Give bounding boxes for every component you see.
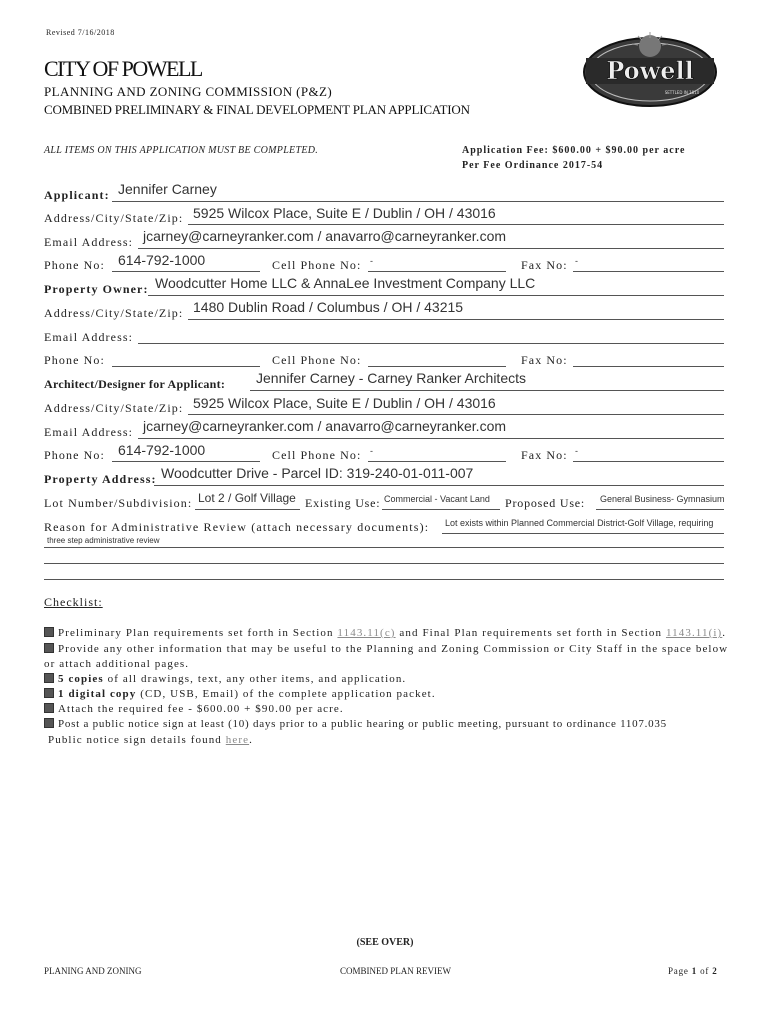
reason-line-1	[442, 533, 724, 534]
proposed-use-label: Proposed Use:	[505, 496, 586, 510]
checklist-item-2: Provide any other information that may be useful to the Planning and Zoning Commission or City Staff in the space below or attach additional pages.	[44, 643, 729, 670]
section-1143-11i-link[interactable]: 1143.11(i)	[665, 627, 723, 639]
architect-phone-label: Phone No:	[44, 448, 105, 462]
architect-address-line	[188, 414, 724, 415]
owner-address-label: Address/City/State/Zip:	[44, 306, 184, 320]
applicant-phone-field[interactable]: 614-792-1000	[118, 252, 206, 268]
section-1143-11c-link[interactable]: 1143.11(c)	[337, 627, 396, 639]
powell-logo	[580, 30, 720, 110]
checklist-item-6: Post a public notice sign at least (10) days prior to a public hearing or public meeting, pursuant to ordinance 1107.035	[44, 717, 667, 732]
checklist-item-5: Attach the required fee - $600.00 + $90.00 per acre.	[44, 702, 344, 717]
architect-email-label: Email Address:	[44, 425, 134, 439]
applicant-fax-field[interactable]: -	[575, 256, 578, 266]
reason-label: Reason for Administrative Review (attach necessary documents):	[44, 520, 430, 534]
checklist-heading: Checklist:	[44, 595, 103, 609]
architect-cell-line	[368, 461, 506, 462]
footer-left: PLANING AND ZONING	[44, 966, 142, 976]
architect-fax-field[interactable]: -	[575, 446, 578, 456]
applicant-cell-line	[368, 271, 506, 272]
applicant-email-label: Email Address:	[44, 235, 134, 249]
owner-email-line	[138, 343, 724, 344]
applicant-cell-label: Cell Phone No:	[272, 258, 362, 272]
checkbox-icon[interactable]	[44, 627, 54, 637]
architect-address-label: Address/City/State/Zip:	[44, 401, 184, 415]
see-over: (SEE OVER)	[356, 937, 414, 948]
architect-email-line	[138, 438, 724, 439]
checklist-item-6-cont: Public notice sign details found here.	[48, 734, 253, 746]
architect-phone-line	[112, 461, 260, 462]
owner-phone-line	[112, 366, 260, 367]
reason-line-4	[44, 579, 724, 580]
architect-label: Architect/Designer for Applicant:	[44, 377, 226, 391]
owner-name-field[interactable]: Woodcutter Home LLC & AnnaLee Investment Company LLC	[155, 275, 536, 291]
public-notice-sign-link[interactable]: here	[225, 734, 250, 746]
applicant-fax-label: Fax No:	[521, 258, 568, 272]
architect-address-field[interactable]: 5925 Wilcox Place, Suite E / Dublin / OH / 43016	[193, 395, 496, 411]
applicant-email-line	[138, 248, 724, 249]
reason-field-line-2[interactable]: three step administrative review	[47, 536, 160, 545]
architect-name-field[interactable]: Jennifer Carney - Carney Ranker Architects	[256, 370, 526, 386]
form-title: COMBINED PRELIMINARY & FINAL DEVELOPMENT PLAN APPLICATION	[44, 102, 470, 117]
applicant-address-field[interactable]: 5925 Wilcox Place, Suite E / Dublin / OH / 43016	[193, 205, 496, 221]
applicant-line	[112, 201, 724, 202]
svg-text:Powell: Powell	[606, 56, 694, 85]
architect-cell-field[interactable]: -	[370, 446, 373, 456]
architect-cell-label: Cell Phone No:	[272, 448, 362, 462]
footer-center: COMBINED PLAN REVIEW	[340, 966, 451, 976]
architect-fax-line	[573, 461, 724, 462]
applicant-label: Applicant:	[44, 188, 110, 202]
checkbox-icon[interactable]	[44, 688, 54, 698]
reason-line-2	[44, 547, 724, 548]
checkbox-icon[interactable]	[44, 673, 54, 683]
property-address-line	[154, 485, 724, 486]
property-address-label: Property Address:	[44, 472, 157, 486]
commission-title: PLANNING AND ZONING COMMISSION (P&Z)	[44, 84, 333, 99]
owner-fax-line	[573, 366, 724, 367]
fee-ordinance: Per Fee Ordinance 2017-54	[462, 160, 604, 171]
applicant-address-line	[188, 224, 724, 225]
svg-text:SETTLED IN 1810: SETTLED IN 1810	[664, 90, 700, 95]
architect-phone-field[interactable]: 614-792-1000	[118, 442, 206, 458]
applicant-email-field[interactable]: jcarney@carneyranker.com / anavarro@carneyranker.com	[143, 228, 507, 244]
checklist-item-1: Preliminary Plan requirements set forth in Section 1143.11(c) and Final Plan requirements set forth in Section 1143.11(i).	[44, 626, 726, 641]
proposed-use-field[interactable]: General Business- Gymnasium	[600, 494, 725, 504]
property-address-field[interactable]: Woodcutter Drive - Parcel ID: 319-240-01-011-007	[161, 465, 474, 481]
applicant-address-label: Address/City/State/Zip:	[44, 211, 184, 225]
owner-cell-line	[368, 366, 506, 367]
checklist-item-3: 5 copies of all drawings, text, any other items, and application.	[44, 672, 406, 687]
applicant-phone-label: Phone No:	[44, 258, 105, 272]
owner-phone-label: Phone No:	[44, 353, 105, 367]
lot-line	[195, 509, 300, 510]
lot-field[interactable]: Lot 2 / Golf Village	[198, 491, 296, 505]
architect-fax-label: Fax No:	[521, 448, 568, 462]
page-number: Page 1 of 2	[668, 966, 718, 976]
applicant-name-field[interactable]: Jennifer Carney	[118, 181, 217, 197]
existing-use-field[interactable]: Commercial - Vacant Land	[384, 494, 490, 504]
lot-label: Lot Number/Subdivision:	[44, 496, 193, 510]
existing-use-label: Existing Use:	[305, 496, 381, 510]
architect-line	[250, 390, 724, 391]
architect-email-field[interactable]: jcarney@carneyranker.com / anavarro@carneyranker.com	[143, 418, 507, 434]
proposed-use-line	[596, 509, 724, 510]
owner-email-label: Email Address:	[44, 330, 134, 344]
reason-field-line-1[interactable]: Lot exists within Planned Commercial District-Golf Village, requiring	[445, 518, 714, 528]
revised-date: Revised 7/16/2018	[46, 28, 115, 37]
city-title: CITY OF POWELL	[44, 56, 202, 81]
application-fee: Application Fee: $600.00 + $90.00 per acre	[462, 145, 686, 156]
checkbox-icon[interactable]	[44, 643, 54, 653]
owner-address-line	[188, 319, 724, 320]
reason-line-3	[44, 563, 724, 564]
owner-address-field[interactable]: 1480 Dublin Road / Columbus / OH / 43215	[193, 299, 464, 315]
owner-fax-label: Fax No:	[521, 353, 568, 367]
applicant-fax-line	[573, 271, 724, 272]
applicant-phone-line	[112, 271, 260, 272]
required-notice: ALL ITEMS ON THIS APPLICATION MUST BE COMPLETED.	[44, 145, 319, 156]
applicant-cell-field[interactable]: -	[370, 256, 373, 266]
checkbox-icon[interactable]	[44, 703, 54, 713]
owner-cell-label: Cell Phone No:	[272, 353, 362, 367]
checklist-item-4: 1 digital copy (CD, USB, Email) of the complete application packet.	[44, 687, 436, 702]
owner-line	[148, 295, 724, 296]
owner-label: Property Owner:	[44, 282, 149, 296]
checkbox-icon[interactable]	[44, 718, 54, 728]
existing-use-line	[382, 509, 500, 510]
